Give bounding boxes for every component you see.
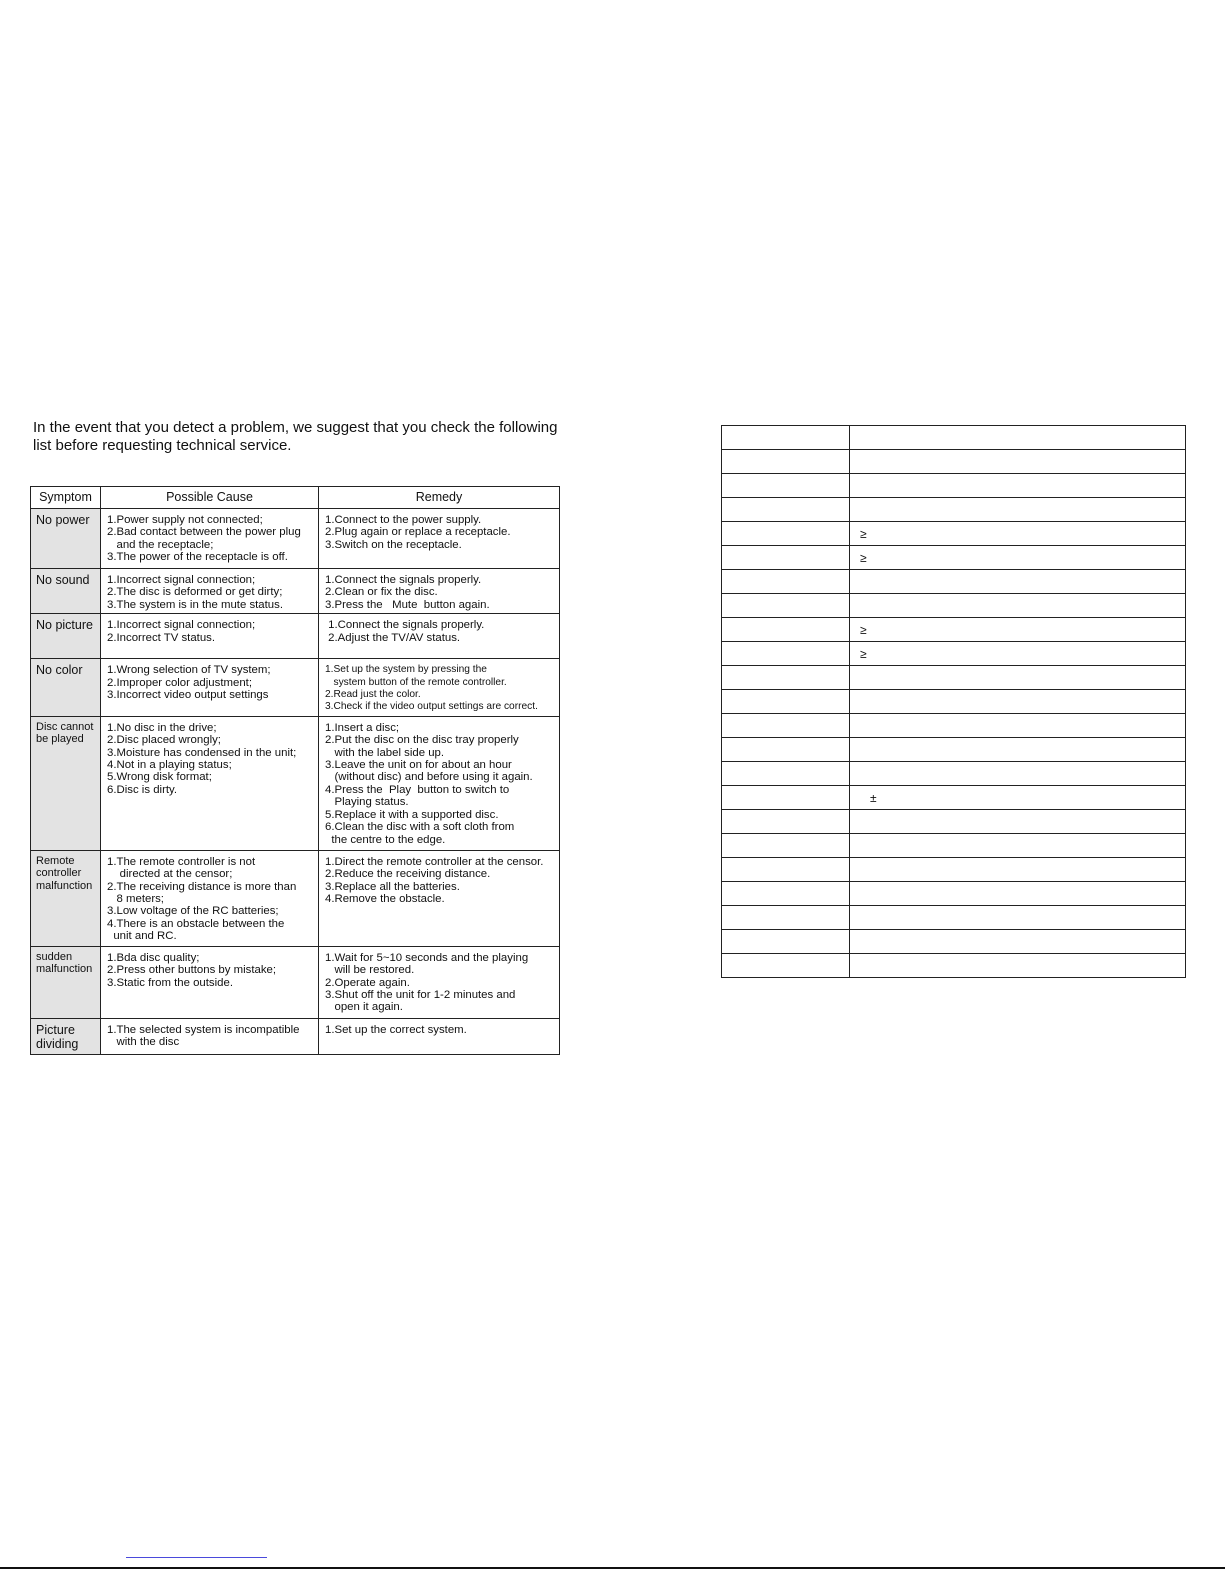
spec-value-cell: [850, 498, 1186, 522]
symptom-cell: Disc cannot be played: [31, 716, 101, 850]
spec-label-cell: [722, 618, 850, 642]
spec-value-cell: [850, 834, 1186, 858]
spec-value-cell: [850, 426, 1186, 450]
remedy-cell: 1.Insert a disc; 2.Put the disc on the disc tray properly with the label side up. 3.Leave the unit on for about an hour (without disc) and before using it again. 4.Press the Play button to switch to Playing status. 5.Replace it with a supported disc. 6.Clean the disc with a soft cloth from the centre to the edge.: [319, 716, 560, 850]
header-symptom: Symptom: [31, 487, 101, 509]
symptom-cell: No color: [31, 659, 101, 717]
spec-value-cell: ≥: [850, 522, 1186, 546]
spec-row: [722, 906, 1186, 930]
spec-row: [722, 714, 1186, 738]
spec-label-cell: [722, 498, 850, 522]
spec-label-cell: [722, 642, 850, 666]
table-row: [31, 850, 560, 946]
troubleshooting-table: [30, 486, 560, 1055]
header-remedy: Remedy: [319, 487, 560, 509]
remedy-cell: 1.Set up the correct system.: [319, 1018, 560, 1054]
spec-row: [722, 930, 1186, 954]
spec-value-cell: [850, 858, 1186, 882]
spec-label-cell: [722, 834, 850, 858]
spec-label-cell: [722, 450, 850, 474]
spec-row: [722, 594, 1186, 618]
spec-label-cell: [722, 666, 850, 690]
remedy-cell: 1.Direct the remote controller at the censor. 2.Reduce the receiving distance. 3.Replace all the batteries. 4.Remove the obstacle.: [319, 850, 560, 946]
remedy-cell: 1.Set up the system by pressing the system button of the remote controller. 2.Read just the color. 3.Check if the video output settings are correct.: [319, 659, 560, 717]
spec-value-cell: [850, 882, 1186, 906]
spec-label-cell: [722, 426, 850, 450]
spec-value-cell: [850, 810, 1186, 834]
specifications-table: [721, 425, 1186, 978]
troubleshooting-header-row: [31, 487, 560, 509]
bottom-divider: [0, 1567, 1225, 1569]
spec-value-cell: [850, 906, 1186, 930]
remedy-cell: 1.Wait for 5~10 seconds and the playing will be restored. 2.Operate again. 3.Shut off the unit for 1-2 minutes and open it again.: [319, 946, 560, 1018]
spec-label-cell: [722, 738, 850, 762]
spec-row: [722, 882, 1186, 906]
intro-text: [33, 419, 573, 455]
cause-cell: 1.Power supply not connected; 2.Bad contact between the power plug and the receptacle; 3.The power of the receptacle is off.: [101, 509, 319, 569]
spec-label-cell: [722, 858, 850, 882]
remedy-cell: 1.Connect to the power supply. 2.Plug again or replace a receptacle. 3.Switch on the receptacle.: [319, 509, 560, 569]
spec-value-cell: [850, 474, 1186, 498]
cause-cell: 1.Bda disc quality; 2.Press other buttons by mistake; 3.Static from the outside.: [101, 946, 319, 1018]
spec-row: [722, 786, 1186, 810]
spec-row: [722, 642, 1186, 666]
cause-cell: 1.Incorrect signal connection; 2.Incorrect TV status.: [101, 614, 319, 659]
spec-row: [722, 666, 1186, 690]
table-row: [31, 614, 560, 659]
header-possible-cause: Possible Cause: [101, 487, 319, 509]
cause-cell: 1.Wrong selection of TV system; 2.Improper color adjustment; 3.Incorrect video output settings: [101, 659, 319, 717]
spec-row: [722, 546, 1186, 570]
spec-label-cell: [722, 762, 850, 786]
spec-row: [722, 618, 1186, 642]
spec-value-cell: ≥: [850, 546, 1186, 570]
spec-row: [722, 858, 1186, 882]
spec-row: [722, 498, 1186, 522]
spec-label-cell: [722, 930, 850, 954]
spec-value-cell: [850, 954, 1186, 978]
table-row: [31, 509, 560, 569]
table-row: [31, 659, 560, 717]
spec-label-cell: [722, 546, 850, 570]
table-row: [31, 569, 560, 614]
spec-row: [722, 570, 1186, 594]
spec-label-cell: [722, 474, 850, 498]
spec-label-cell: [722, 690, 850, 714]
spec-row: [722, 474, 1186, 498]
spec-value-cell: [850, 450, 1186, 474]
spec-label-cell: [722, 954, 850, 978]
table-row: [31, 1018, 560, 1054]
spec-row: [722, 690, 1186, 714]
spec-value-cell: [850, 594, 1186, 618]
symptom-cell: No power: [31, 509, 101, 569]
remedy-cell: 1.Connect the signals properly. 2.Adjust the TV/AV status.: [319, 614, 560, 659]
symptom-cell: sudden malfunction: [31, 946, 101, 1018]
spec-label-cell: [722, 810, 850, 834]
spec-row: [722, 834, 1186, 858]
intro-line-1: In the event that you detect a problem, we suggest that you check the following: [33, 419, 558, 436]
spec-label-cell: [722, 786, 850, 810]
spec-label-cell: [722, 882, 850, 906]
spec-value-cell: [850, 930, 1186, 954]
symptom-cell: Picture dividing: [31, 1018, 101, 1054]
spec-row: [722, 762, 1186, 786]
table-row: [31, 946, 560, 1018]
spec-value-cell: [850, 762, 1186, 786]
spec-label-cell: [722, 906, 850, 930]
symptom-cell: No picture: [31, 614, 101, 659]
spec-value-cell: ±: [850, 786, 1186, 810]
cause-cell: 1.The remote controller is not directed at the censor; 2.The receiving distance is more than 8 meters; 3.Low voltage of the RC batteries; 4.There is an obstacle between the unit and RC.: [101, 850, 319, 946]
footer-link-underline[interactable]: [126, 1557, 267, 1558]
spec-value-cell: [850, 738, 1186, 762]
spec-row: [722, 522, 1186, 546]
spec-row: [722, 738, 1186, 762]
cause-cell: 1.Incorrect signal connection; 2.The disc is deformed or get dirty; 3.The system is in the mute status.: [101, 569, 319, 614]
intro-line-2: list before requesting technical service.: [33, 437, 292, 454]
spec-value-cell: [850, 690, 1186, 714]
spec-row: [722, 426, 1186, 450]
cause-cell: 1.No disc in the drive; 2.Disc placed wrongly; 3.Moisture has condensed in the unit; 4.Not in a playing status; 5.Wrong disk format; 6.Disc is dirty.: [101, 716, 319, 850]
spec-value-cell: [850, 714, 1186, 738]
cause-cell: 1.The selected system is incompatible with the disc: [101, 1018, 319, 1054]
spec-label-cell: [722, 594, 850, 618]
spec-value-cell: [850, 570, 1186, 594]
spec-label-cell: [722, 570, 850, 594]
remedy-cell: 1.Connect the signals properly. 2.Clean or fix the disc. 3.Press the Mute button again.: [319, 569, 560, 614]
symptom-cell: No sound: [31, 569, 101, 614]
spec-label-cell: [722, 714, 850, 738]
spec-row: [722, 450, 1186, 474]
spec-row: [722, 810, 1186, 834]
spec-value-cell: ≥: [850, 618, 1186, 642]
spec-row: [722, 954, 1186, 978]
symptom-cell: Remote controller malfunction: [31, 850, 101, 946]
spec-value-cell: ≥: [850, 642, 1186, 666]
table-row: [31, 716, 560, 850]
spec-value-cell: [850, 666, 1186, 690]
spec-label-cell: [722, 522, 850, 546]
